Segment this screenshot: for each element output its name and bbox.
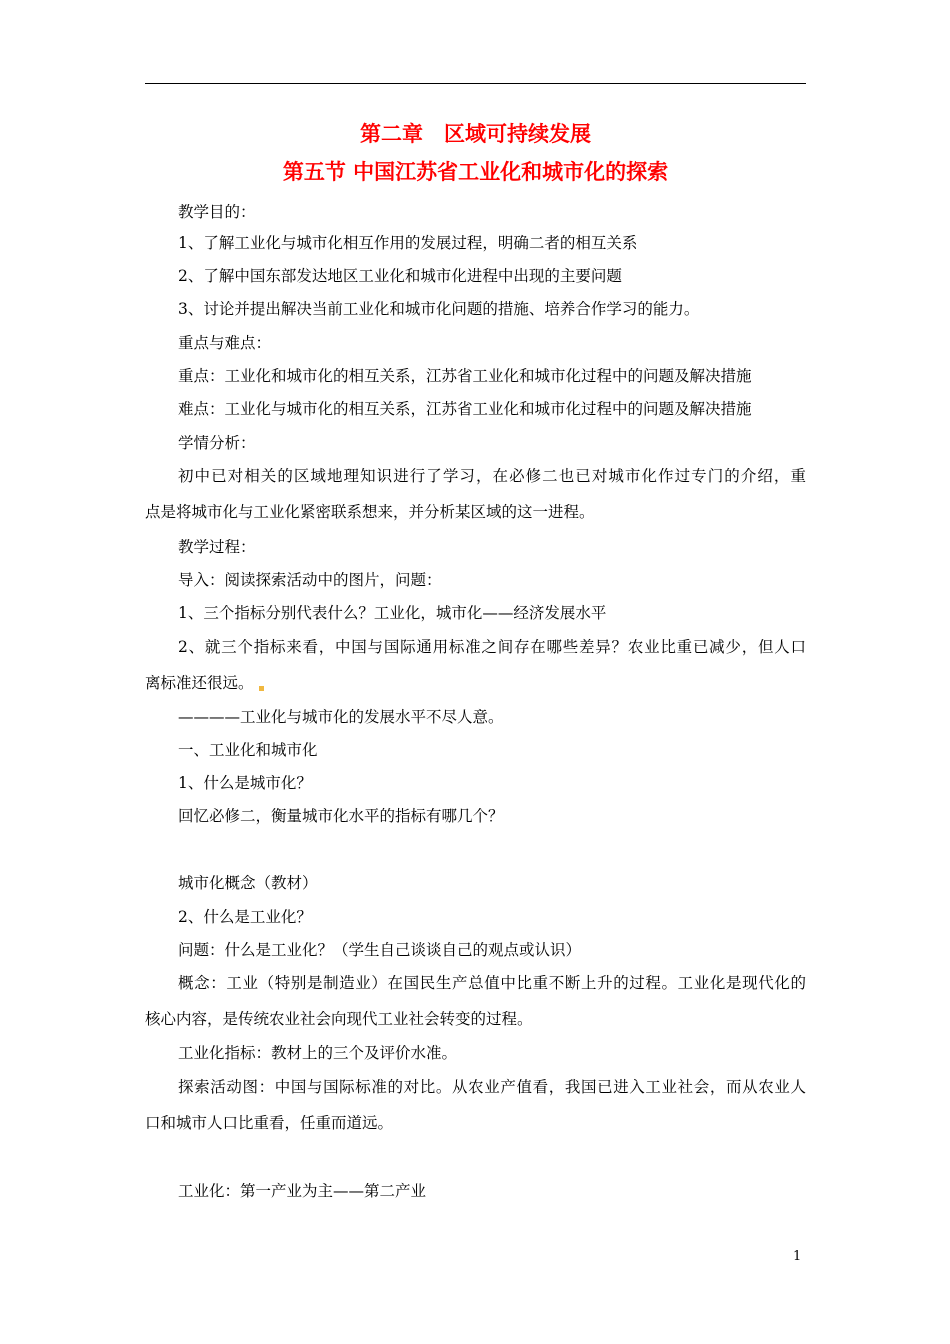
annotation-dot <box>259 686 264 691</box>
goal-item-2: 2、了解中国东部发达地区工业化和城市化进程中出现的主要问题 <box>178 267 622 285</box>
goal-item-3: 3、讨论并提出解决当前工业化和城市化问题的措施、培养合作学习的能力。 <box>178 300 700 318</box>
heading-teaching-goals: 教学目的： <box>178 203 256 221</box>
paragraph-line: 核心内容，是传统农业社会向现代工业社会转变的过程。 <box>145 1010 533 1028</box>
chapter-title: 第二章 区域可持续发展 <box>360 122 591 146</box>
paragraph-line: 探索活动图：中国与国际标准的对比。从农业产值看，我国已进入工业社会，而从农业人 <box>178 1078 806 1096</box>
paragraph-line: 概念：工业（特别是制造业）在国民生产总值中比重不断上升的过程。工业化是现代化的 <box>178 974 806 992</box>
paragraph-line: 1、三个指标分别代表什么？工业化，城市化——经济发展水平 <box>178 604 607 622</box>
paragraph-line: 回忆必修二，衡量城市化水平的指标有哪几个？ <box>178 807 504 825</box>
paragraph-line: 点是将城市化与工业化紧密联系想来，并分析某区域的这一进程。 <box>145 503 595 521</box>
section-title: 第五节 中国江苏省工业化和城市化的探索 <box>282 160 669 184</box>
paragraph-line: 口和城市人口比重看，任重而道远。 <box>145 1114 394 1132</box>
heading-teaching-process: 教学过程： <box>178 538 256 556</box>
header-rule <box>145 83 806 84</box>
paragraph-line: 1、什么是城市化？ <box>178 774 312 792</box>
paragraph-line: 导入：阅读探索活动中的图片，问题： <box>178 571 442 589</box>
paragraph-line: 城市化概念（教材） <box>178 874 318 892</box>
paragraph-line: 2、就三个指标来看，中国与国际通用标准之间存在哪些差异？农业比重已减少，但人口 <box>178 638 806 656</box>
paragraph-line: 工业化指标：教材上的三个及评价水准。 <box>178 1044 458 1062</box>
paragraph-line: ————工业化与城市化的发展水平不尽人意。 <box>178 708 504 726</box>
heading-key-points: 重点与难点： <box>178 334 272 352</box>
paragraph-line: 2、什么是工业化？ <box>178 908 312 926</box>
section-heading: 一、工业化和城市化 <box>178 741 318 759</box>
paragraph-line: 问题：什么是工业化？（学生自己谈谈自己的观点或认识） <box>178 941 582 959</box>
paragraph-line: 工业化：第一产业为主——第二产业 <box>178 1182 427 1200</box>
heading-student-analysis: 学情分析： <box>178 434 256 452</box>
difficulty-line: 难点：工业化与城市化的相互关系，江苏省工业化和城市化过程中的问题及解决措施 <box>178 400 752 418</box>
goal-item-1: 1、了解工业化与城市化相互作用的发展过程，明确二者的相互关系 <box>178 234 638 252</box>
paragraph-line: 初中已对相关的区域地理知识进行了学习，在必修二也已对城市化作过专门的介绍，重 <box>178 467 806 485</box>
paragraph-line: 离标准还很远。 <box>145 674 254 692</box>
page-number: 1 <box>793 1249 802 1264</box>
key-point-line: 重点：工业化和城市化的相互关系，江苏省工业化和城市化过程中的问题及解决措施 <box>178 367 752 385</box>
